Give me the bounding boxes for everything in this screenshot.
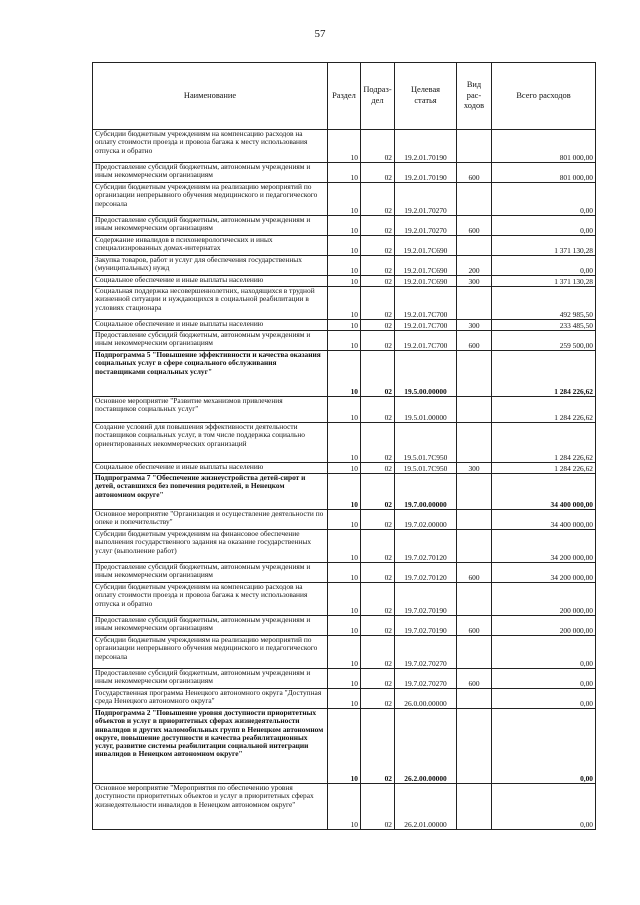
row-section: 10: [328, 669, 361, 689]
row-subsection: 02: [361, 709, 395, 784]
header-section: Раздел: [328, 63, 361, 130]
row-subsection: 02: [361, 256, 395, 276]
row-expense-type: 300: [457, 320, 492, 331]
row-section: 10: [328, 474, 361, 510]
row-article: 19.7.02.70190: [395, 616, 457, 636]
row-article: 19.2.01.7С690: [395, 236, 457, 256]
row-name: Государственная программа Ненецкого автономного округа "Доступная среда Ненецкого автономного округа": [93, 689, 328, 709]
table-row: [93, 216, 596, 236]
row-subsection: 02: [361, 276, 395, 287]
row-article: 19.7.02.70270: [395, 636, 457, 669]
row-article: 19.2.01.7С690: [395, 256, 457, 276]
row-expense-type: [457, 236, 492, 256]
row-expense-type: [457, 397, 492, 423]
table-row: [93, 183, 596, 216]
row-expense-type: [457, 583, 492, 616]
row-article: 19.5.01.00000: [395, 397, 457, 423]
row-name: Субсидии бюджетным учреждениям на компенсацию расходов на оплату стоимости проезда и провоза багажа к месту использования отпуска и обратно: [93, 130, 328, 163]
row-subsection: 02: [361, 510, 395, 530]
row-article: 19.2.01.7С700: [395, 287, 457, 320]
row-name: Субсидии бюджетным учреждениям на реализацию мероприятий по организации непрерывного обучения медицинского и педагогического персонала: [93, 636, 328, 669]
row-article: 19.2.01.70270: [395, 216, 457, 236]
table-row: [93, 583, 596, 616]
header-expense-type: Вид рас- ходов: [457, 63, 492, 130]
row-name: Подпрограмма 5 "Повышение эффективности и качества оказания социальных услуг в сфере социального обслуживания поставщиками социальных услуг": [93, 351, 328, 397]
row-expense-type: [457, 784, 492, 830]
row-expense-type: [457, 183, 492, 216]
row-name: Подпрограмма 7 "Обеспечение жизнеустройства детей-сирот и детей, оставшихся без попечения родителей, в Ненецком автономном округе": [93, 474, 328, 510]
row-article: 19.5.01.7С950: [395, 463, 457, 474]
row-total: 1 371 130,28: [492, 276, 596, 287]
row-total: 34 400 000,00: [492, 510, 596, 530]
row-total: 0,00: [492, 689, 596, 709]
row-section: 10: [328, 351, 361, 397]
row-subsection: 02: [361, 463, 395, 474]
table-row: [93, 474, 596, 510]
header-subsection: Подраз- дел: [361, 63, 395, 130]
row-name: Предоставление субсидий бюджетным, автономным учреждениям и иным некоммерческим организациям: [93, 563, 328, 583]
row-subsection: 02: [361, 530, 395, 563]
row-expense-type: [457, 287, 492, 320]
row-subsection: 02: [361, 583, 395, 616]
row-subsection: 02: [361, 287, 395, 320]
table-row: [93, 636, 596, 669]
row-section: 10: [328, 709, 361, 784]
table-row: [93, 276, 596, 287]
table-row: [93, 689, 596, 709]
table-row: [93, 423, 596, 463]
row-total: 0,00: [492, 784, 596, 830]
row-article: 26.2.00.00000: [395, 709, 457, 784]
table-row: [93, 616, 596, 636]
row-article: 19.7.02.70190: [395, 583, 457, 616]
row-subsection: 02: [361, 636, 395, 669]
row-name: Закупка товаров, работ и услуг для обеспечения государственных (муниципальных) нужд: [93, 256, 328, 276]
row-section: 10: [328, 256, 361, 276]
row-name: Предоставление субсидий бюджетным, автономным учреждениям и иным некоммерческим организациям: [93, 331, 328, 351]
table-body: [93, 130, 596, 830]
table-row: [93, 709, 596, 784]
row-name: Социальное обеспечение и иные выплаты населению: [93, 320, 328, 331]
row-expense-type: [457, 709, 492, 784]
row-total: 34 200 000,00: [492, 563, 596, 583]
table-header-row: [93, 63, 596, 130]
row-name: Предоставление субсидий бюджетным, автономным учреждениям и иным некоммерческим организациям: [93, 163, 328, 183]
page-number: 57: [314, 28, 326, 40]
header-total: Всего расходов: [492, 63, 596, 130]
row-subsection: 02: [361, 130, 395, 163]
row-article: 19.7.00.00000: [395, 474, 457, 510]
row-total: 200 000,00: [492, 616, 596, 636]
row-article: 19.2.01.7С700: [395, 320, 457, 331]
table-row: [93, 784, 596, 830]
row-article: 19.5.00.00000: [395, 351, 457, 397]
row-article: 19.7.02.70120: [395, 563, 457, 583]
row-subsection: 02: [361, 183, 395, 216]
row-name: Подпрограмма 2 "Повышение уровня доступности приоритетных объектов и услуг в приоритетных сферах жизнедеятельности инвалидов и других маломобильных групп в Ненецком автономном округе, повышение доступности и качества реабилитационных услуг, развитие системы реабилитации социальной интеграции инвалидов в Ненецком автономном округе": [93, 709, 328, 784]
row-section: 10: [328, 530, 361, 563]
row-section: 10: [328, 423, 361, 463]
table-row: [93, 397, 596, 423]
row-total: 1 284 226,62: [492, 463, 596, 474]
row-expense-type: [457, 510, 492, 530]
row-article: 19.2.01.7С690: [395, 276, 457, 287]
row-expense-type: [457, 689, 492, 709]
row-section: 10: [328, 183, 361, 216]
row-expense-type: [457, 636, 492, 669]
budget-table: [92, 62, 596, 830]
row-section: 10: [328, 636, 361, 669]
row-section: 10: [328, 320, 361, 331]
row-subsection: 02: [361, 331, 395, 351]
row-section: 10: [328, 331, 361, 351]
row-total: 0,00: [492, 636, 596, 669]
row-article: 19.7.02.70120: [395, 530, 457, 563]
row-total: 0,00: [492, 183, 596, 216]
row-section: 10: [328, 397, 361, 423]
row-section: 10: [328, 784, 361, 830]
row-expense-type: 600: [457, 616, 492, 636]
row-expense-type: 300: [457, 276, 492, 287]
row-name: Основное мероприятие "Мероприятия по обеспечению уровня доступности приоритетных объектов и услуг в приоритетных сферах жизнедеятельности инвалидов в Ненецком автономном округе": [93, 784, 328, 830]
row-article: 19.7.02.70270: [395, 669, 457, 689]
row-article: 26.0.00.00000: [395, 689, 457, 709]
row-subsection: 02: [361, 351, 395, 397]
row-article: 19.7.02.00000: [395, 510, 457, 530]
row-name: Социальное обеспечение и иные выплаты населению: [93, 276, 328, 287]
row-expense-type: 600: [457, 669, 492, 689]
table-row: [93, 236, 596, 256]
row-expense-type: 600: [457, 216, 492, 236]
table-row: [93, 163, 596, 183]
row-section: 10: [328, 616, 361, 636]
table-row: [93, 287, 596, 320]
row-subsection: 02: [361, 423, 395, 463]
row-expense-type: 600: [457, 163, 492, 183]
row-section: 10: [328, 689, 361, 709]
row-expense-type: 600: [457, 563, 492, 583]
row-total: 1 284 226,62: [492, 397, 596, 423]
table-row: [93, 530, 596, 563]
row-subsection: 02: [361, 474, 395, 510]
table-row: [93, 463, 596, 474]
row-section: 10: [328, 563, 361, 583]
row-subsection: 02: [361, 163, 395, 183]
table-row: [93, 256, 596, 276]
row-total: 1 284 226,62: [492, 423, 596, 463]
row-expense-type: [457, 423, 492, 463]
row-section: 10: [328, 276, 361, 287]
row-article: 19.2.01.70190: [395, 163, 457, 183]
table-row: [93, 320, 596, 331]
row-subsection: 02: [361, 397, 395, 423]
header-article: Целевая статья: [395, 63, 457, 130]
row-subsection: 02: [361, 669, 395, 689]
row-expense-type: [457, 130, 492, 163]
row-total: 0,00: [492, 216, 596, 236]
row-name: Субсидии бюджетным учреждениям на компенсацию расходов на оплату стоимости проезда и провоза багажа к месту использования отпуска и обратно: [93, 583, 328, 616]
row-total: 200 000,00: [492, 583, 596, 616]
row-subsection: 02: [361, 320, 395, 331]
row-article: 19.2.01.70270: [395, 183, 457, 216]
row-section: 10: [328, 163, 361, 183]
row-section: 10: [328, 583, 361, 616]
row-name: Социальная поддержка несовершеннолетних, находящихся в трудной жизненной ситуации и нуждающихся в социальной реабилитации в условиях стационара: [93, 287, 328, 320]
row-total: 801 000,00: [492, 163, 596, 183]
row-subsection: 02: [361, 616, 395, 636]
row-section: 10: [328, 216, 361, 236]
row-subsection: 02: [361, 236, 395, 256]
row-subsection: 02: [361, 784, 395, 830]
row-article: 26.2.01.00000: [395, 784, 457, 830]
row-name: Предоставление субсидий бюджетным, автономным учреждениям и иным некоммерческим организациям: [93, 616, 328, 636]
row-section: 10: [328, 287, 361, 320]
table-row: [93, 510, 596, 530]
row-section: 10: [328, 130, 361, 163]
row-total: 34 400 000,00: [492, 474, 596, 510]
row-subsection: 02: [361, 216, 395, 236]
row-total: 0,00: [492, 669, 596, 689]
table-row: [93, 351, 596, 397]
table-row: [93, 669, 596, 689]
row-article: 19.2.01.7С700: [395, 331, 457, 351]
row-expense-type: [457, 351, 492, 397]
table-row: [93, 331, 596, 351]
row-name: Субсидии бюджетным учреждениям на финансовое обеспечение выполнения государственного задания на оказание государственных услуг (выполнение работ): [93, 530, 328, 563]
row-section: 10: [328, 510, 361, 530]
row-name: Субсидии бюджетным учреждениям на реализацию мероприятий по организации непрерывного обучения медицинского и педагогического персонала: [93, 183, 328, 216]
row-total: 0,00: [492, 709, 596, 784]
row-name: Социальное обеспечение и иные выплаты населению: [93, 463, 328, 474]
row-total: 259 500,00: [492, 331, 596, 351]
row-total: 492 985,50: [492, 287, 596, 320]
row-total: 1 371 130,28: [492, 236, 596, 256]
row-name: Предоставление субсидий бюджетным, автономным учреждениям и иным некоммерческим организациям: [93, 669, 328, 689]
row-expense-type: 200: [457, 256, 492, 276]
row-name: Создание условий для повышения эффективности деятельности поставщиков социальных услуг, в том числе поддержка социально ориентированных некоммерческих организаций: [93, 423, 328, 463]
row-subsection: 02: [361, 689, 395, 709]
row-section: 10: [328, 463, 361, 474]
table-row: [93, 563, 596, 583]
row-name: Предоставление субсидий бюджетным, автономным учреждениям и иным некоммерческим организациям: [93, 216, 328, 236]
row-total: 0,00: [492, 256, 596, 276]
row-total: 1 284 226,62: [492, 351, 596, 397]
row-expense-type: 300: [457, 463, 492, 474]
row-name: Содержание инвалидов в психоневрологических и иных специализированных домах-интернатах: [93, 236, 328, 256]
row-expense-type: [457, 530, 492, 563]
row-name: Основное мероприятие "Развитие механизмов привлечения поставщиков социальных услуг": [93, 397, 328, 423]
header-name: Наименование: [93, 63, 328, 130]
row-total: 34 200 000,00: [492, 530, 596, 563]
row-article: 19.2.01.70190: [395, 130, 457, 163]
row-total: 801 000,00: [492, 130, 596, 163]
row-article: 19.5.01.7С950: [395, 423, 457, 463]
row-expense-type: 600: [457, 331, 492, 351]
row-name: Основное мероприятие "Организация и осуществление деятельности по опеке и попечительству": [93, 510, 328, 530]
row-section: 10: [328, 236, 361, 256]
row-total: 233 485,50: [492, 320, 596, 331]
row-expense-type: [457, 474, 492, 510]
row-subsection: 02: [361, 563, 395, 583]
table-row: [93, 130, 596, 163]
